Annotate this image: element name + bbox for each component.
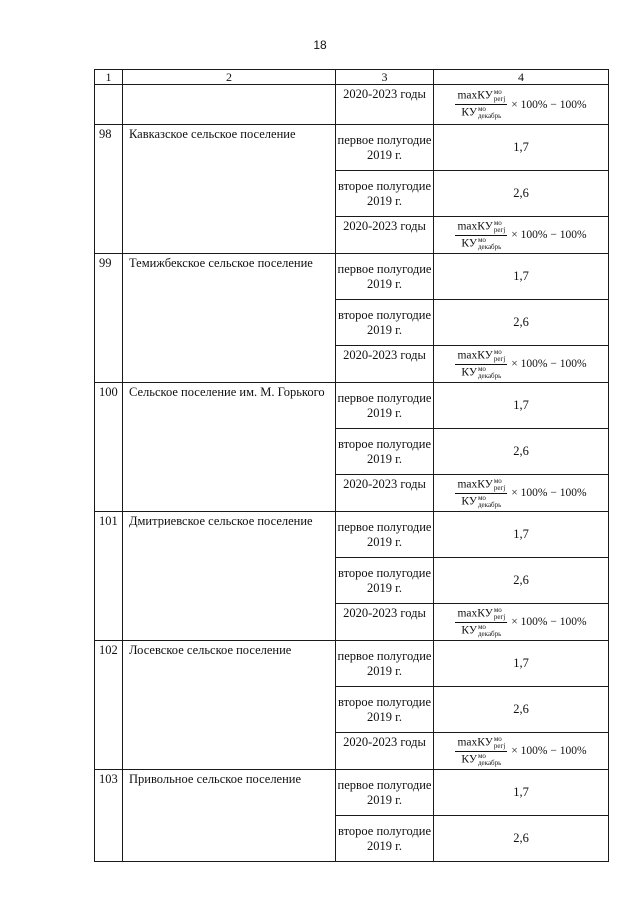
period-cell: 2020-2023 годы [336,217,434,254]
period-cell: первое полугодие 2019 г. [336,641,434,687]
formula-fraction [455,607,507,638]
header-col-4: 4 [434,70,609,85]
formula-tail: × 100% − 100% [511,487,587,499]
settlement-name: Дмитриевское сельское поселение [123,512,336,641]
settlement-row [95,383,609,429]
period-cell: второе полугодие 2019 г. [336,300,434,346]
formula-fraction [455,736,507,767]
settlement-row [95,641,609,687]
period-cell: второе полугодие 2019 г. [336,816,434,862]
formula-cell [434,475,609,512]
value-cell: 2,6 [434,687,609,733]
formula-tail: × 100% − 100% [511,745,587,757]
settlement-name: Кавказское сельское поселение [123,125,336,254]
value-cell: 1,7 [434,254,609,300]
row-number: 102 [95,641,123,770]
header-col-3: 3 [336,70,434,85]
value-cell: 2,6 [434,300,609,346]
formula-denominator: КУ мо декабрь [461,364,502,380]
page-number: 18 [313,38,327,52]
period-cell: первое полугодие 2019 г. [336,125,434,171]
growth-formula [434,478,608,509]
period-cell: 2020-2023 годы [336,475,434,512]
formula-denominator: КУ мо декабрь [461,493,502,509]
period-cell: первое полугодие 2019 г. [336,770,434,816]
formula-numerator: maxКУ мо регj [457,734,506,750]
continuation-num-cell [95,85,123,125]
table-header-row [95,70,609,85]
settlement-row [95,512,609,558]
settlement-name: Привольное сельское поселение [123,770,336,862]
formula-cell [434,85,609,125]
period-cell: первое полугодие 2019 г. [336,383,434,429]
period-cell: 2020-2023 годы [336,733,434,770]
formula-numerator: maxКУ мо регj [457,476,506,492]
formula-cell [434,733,609,770]
period-cell: первое полугодие 2019 г. [336,512,434,558]
formula-tail: × 100% − 100% [511,98,587,111]
value-cell: 2,6 [434,558,609,604]
value-cell: 2,6 [434,171,609,217]
formula-cell [434,217,609,254]
period-cell: 2020-2023 годы [336,85,434,125]
formula-fraction [455,220,507,251]
period-cell: 2020-2023 годы [336,346,434,383]
period-cell: 2020-2023 годы [336,604,434,641]
formula-denominator: КУ мо декабрь [461,622,502,638]
formula-numerator: maxКУ мо регj [457,347,506,363]
growth-formula [434,220,608,251]
formula-fraction [455,89,507,120]
continuation-row [95,85,609,125]
row-number: 99 [95,254,123,383]
formula-denominator: КУ мо декабрь [461,105,502,120]
row-number: 98 [95,125,123,254]
growth-formula [434,736,608,767]
settlement-name: Темижбекское сельское поселение [123,254,336,383]
value-cell: 1,7 [434,641,609,687]
formula-numerator: maxКУ мо регj [457,88,506,103]
formula-denominator: КУ мо декабрь [461,235,502,251]
value-cell: 1,7 [434,770,609,816]
row-number: 101 [95,512,123,641]
value-cell: 1,7 [434,383,609,429]
continuation-name-cell [123,85,336,125]
period-cell: первое полугодие 2019 г. [336,254,434,300]
formula-fraction [455,478,507,509]
period-cell: второе полугодие 2019 г. [336,558,434,604]
formula-cell [434,346,609,383]
value-cell: 1,7 [434,512,609,558]
formula-cell [434,604,609,641]
value-cell: 1,7 [434,125,609,171]
settlement-name: Сельское поселение им. М. Горького [123,383,336,512]
value-cell: 2,6 [434,429,609,475]
formula-fraction [455,349,507,380]
formula-tail: × 100% − 100% [511,358,587,370]
period-cell: второе полугодие 2019 г. [336,171,434,217]
period-cell: второе полугодие 2019 г. [336,429,434,475]
row-number: 100 [95,383,123,512]
formula-tail: × 100% − 100% [511,229,587,241]
growth-formula [434,607,608,638]
settlement-row [95,125,609,171]
value-cell: 2,6 [434,816,609,862]
period-cell: второе полугодие 2019 г. [336,687,434,733]
settlement-row [95,254,609,300]
formula-numerator: maxКУ мо регj [457,218,506,234]
formula-numerator: maxКУ мо регj [457,605,506,621]
formula-denominator: КУ мо декабрь [461,751,502,767]
growth-formula [434,349,608,380]
settlement-name: Лосевское сельское поселение [123,641,336,770]
settlement-row [95,770,609,816]
header-col-1: 1 [95,70,123,85]
growth-formula [434,89,608,120]
row-number: 103 [95,770,123,862]
formula-tail: × 100% − 100% [511,616,587,628]
tariff-table [94,69,609,862]
header-col-2: 2 [123,70,336,85]
